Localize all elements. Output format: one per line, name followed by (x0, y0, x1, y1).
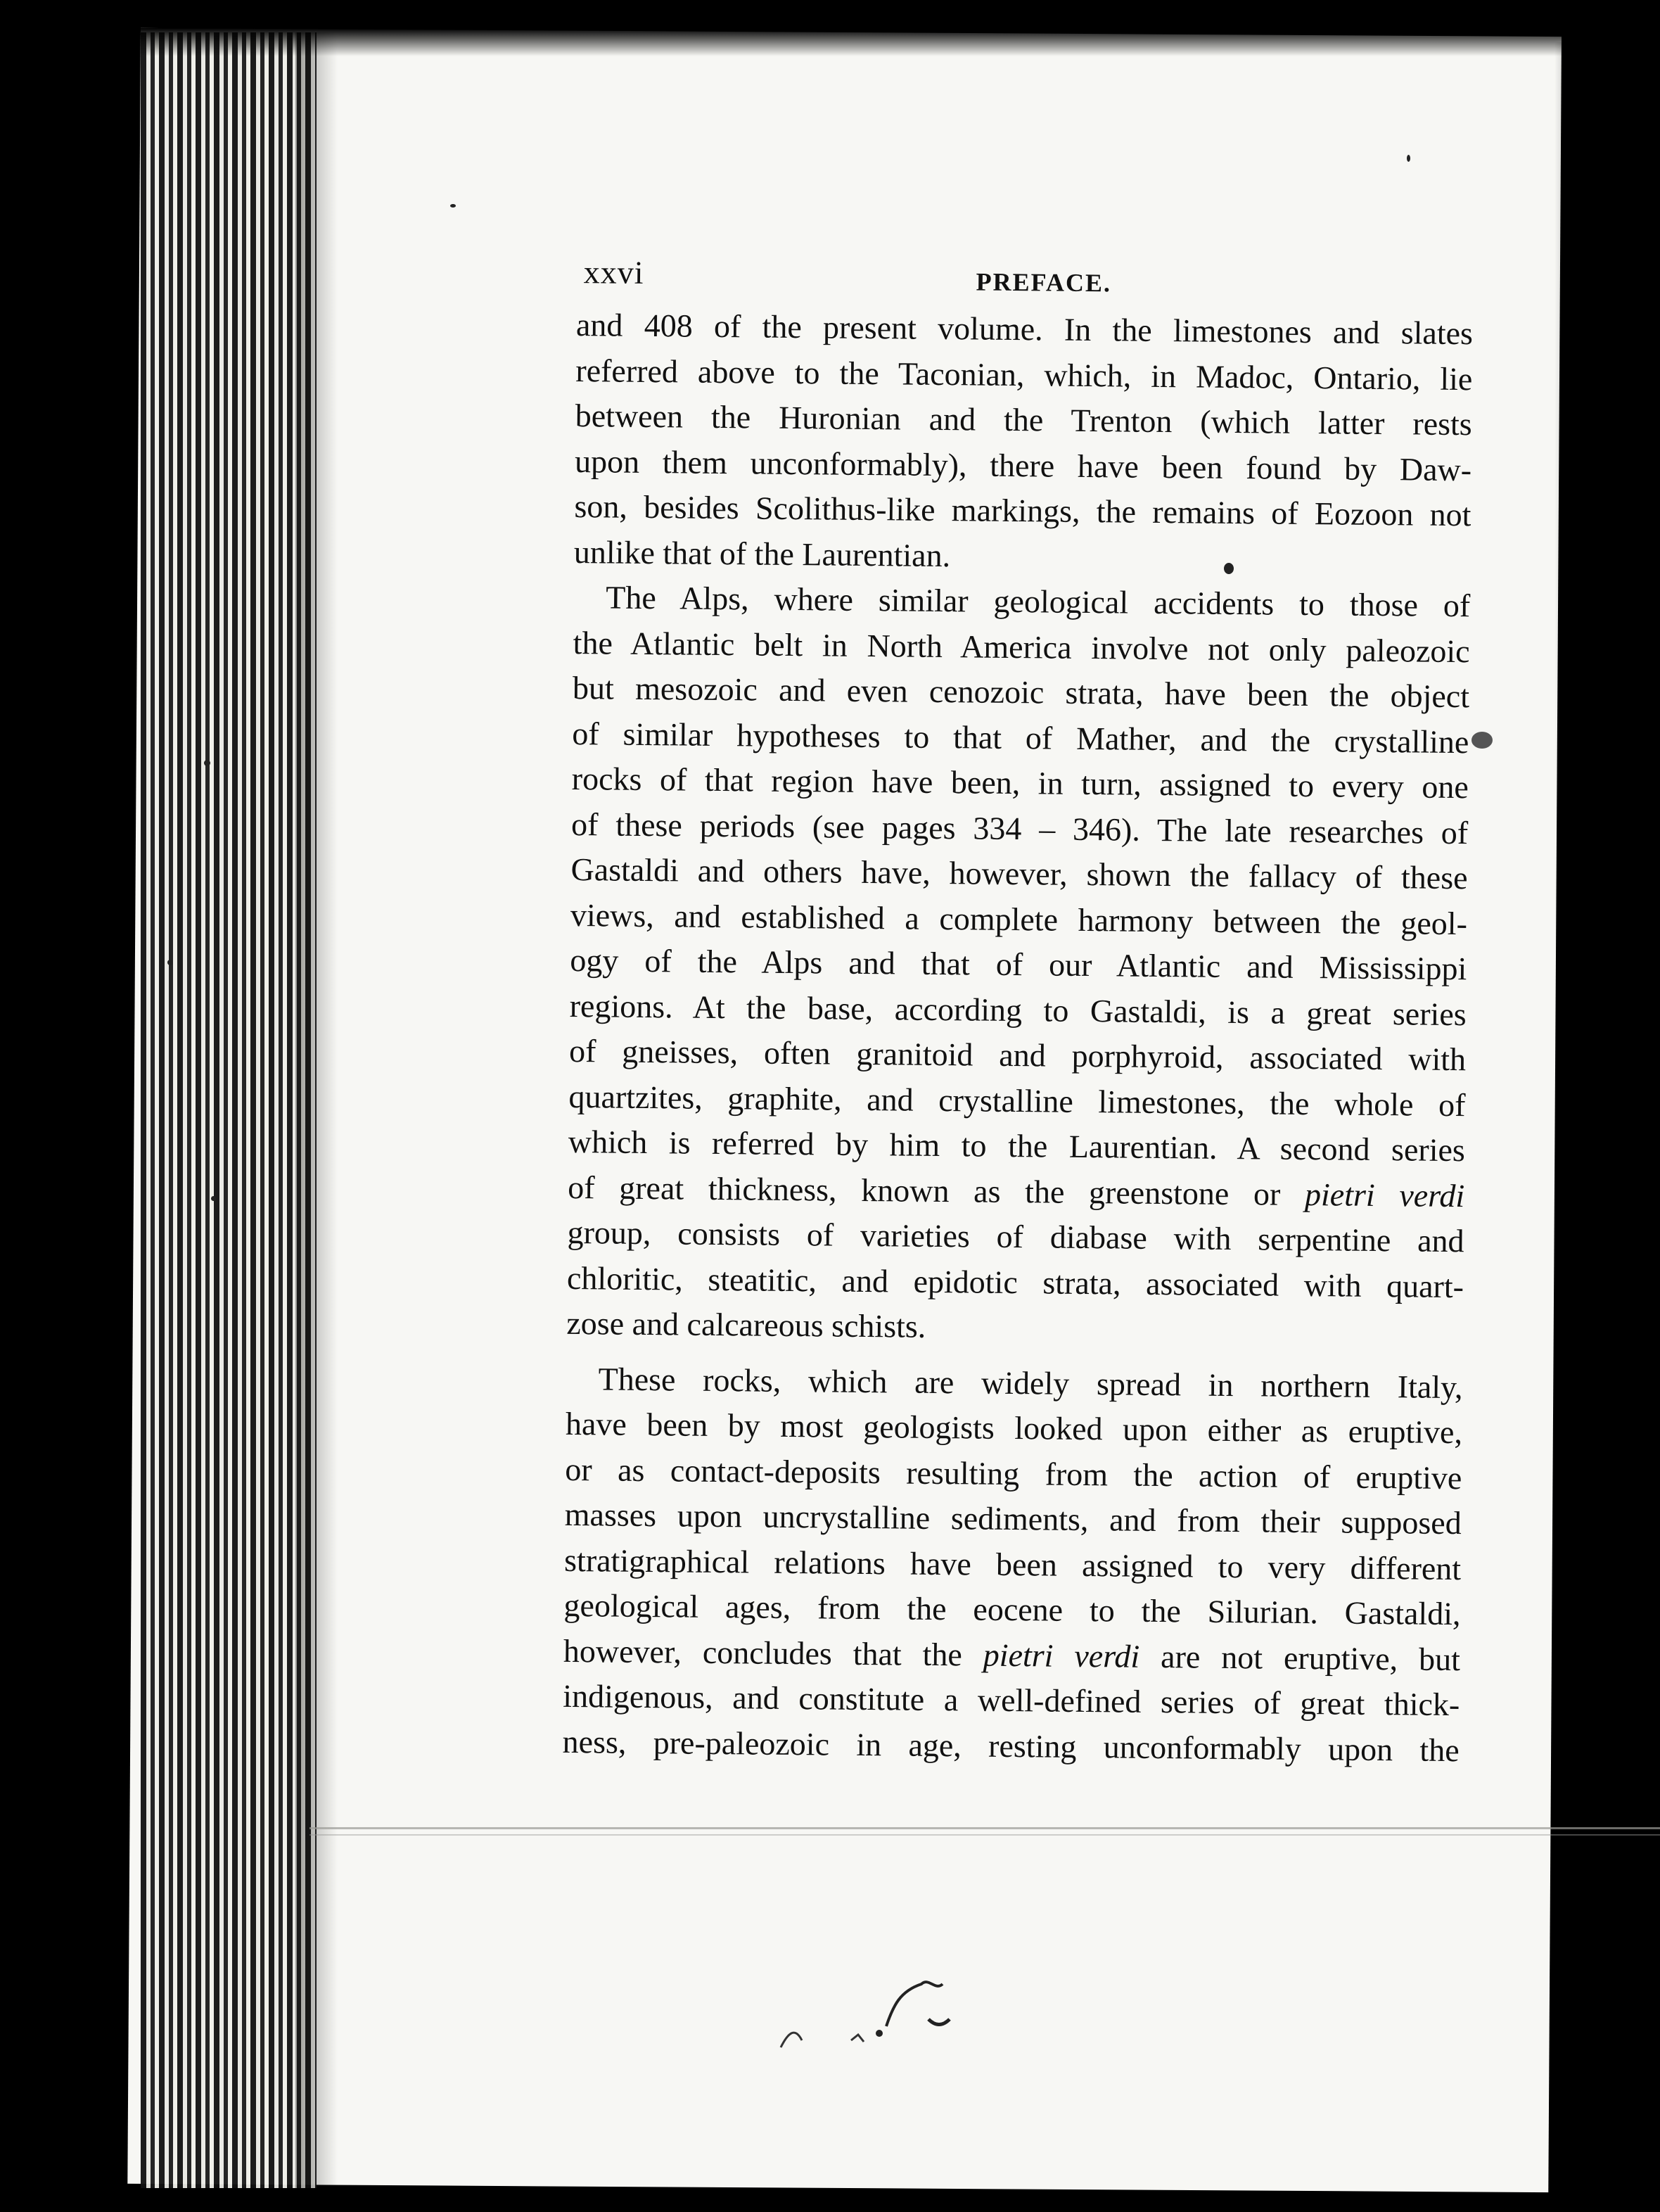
pencil-marks (760, 1963, 1013, 2061)
text-line: views, and established a complete harmony between the geol- (570, 896, 1468, 941)
paragraph (574, 303, 1474, 583)
scan-speck (204, 760, 210, 766)
italic-phrase: pietri verdi (983, 1636, 1140, 1674)
text-segment: however, concludes that the (563, 1632, 963, 1672)
text-line: referred above to the Taconian, which, in Madoc, Ontario, lie (575, 352, 1473, 397)
running-head (576, 253, 1474, 311)
text-line: of gneisses, often granitoid and porphyroid, associated with (568, 1032, 1467, 1078)
page-number: xxvi (583, 254, 644, 291)
italic-phrase: pietri verdi (1304, 1176, 1465, 1214)
text-line: These rocks, which are widely spread in northern Italy, (598, 1360, 1463, 1405)
text-line-with-italic (563, 1628, 1461, 1682)
scan-speck (211, 1196, 216, 1201)
text-line: geological ages, from the eocene to the Silurian. Gastaldi, (563, 1587, 1461, 1632)
scan-speck (167, 960, 173, 965)
fold-line-secondary (309, 1834, 1660, 1836)
page-text-block (562, 253, 1474, 1773)
text-line: quartzites, graphite, and crystalline limestones, the whole of (568, 1078, 1466, 1123)
text-line: upon them unconformably), there have been found by Daw- (574, 443, 1472, 488)
text-line: zose and calcareous schists. (566, 1304, 926, 1345)
text-line: chloritic, steatitic, and epidotic strata, associated with quart- (566, 1259, 1464, 1304)
text-line: masses upon uncrystalline sediments, and from their supposed (564, 1496, 1462, 1542)
text-line: between the Huronian and the Trenton (which latter rests (575, 397, 1472, 443)
scan-speck (450, 204, 456, 208)
text-line: rocks of that region have been, in turn, assigned to every one (571, 760, 1469, 806)
book-binding (141, 32, 317, 2188)
fold-line (309, 1827, 1660, 1829)
text-line: which is referred by him to the Laurentian. A second series (568, 1123, 1466, 1169)
scan-speck (1407, 155, 1410, 162)
text-line: ogy of the Alps and that of our Atlantic and Mississippi (570, 941, 1467, 987)
text-line-with-italic (568, 1164, 1465, 1219)
paragraph (562, 1356, 1463, 1773)
right-edge-shadow (1554, 42, 1660, 2195)
text-line: indigenous, and constitute a well-defined series of great thick- (563, 1677, 1460, 1723)
text-line: and 408 of the present volume. In the limestones and slates (575, 306, 1474, 352)
paragraph (566, 575, 1470, 1355)
text-line: Gastaldi and others have, however, shown the fallacy of these (570, 851, 1468, 896)
text-line: unlike that of the Laurentian. (573, 533, 951, 573)
text-line: have been by most geologists looked upon either as eruptive, (565, 1405, 1463, 1451)
text-line: the Atlantic belt in North America involve not only paleozoic (573, 624, 1470, 669)
text-segment: are not eruptive, but (1160, 1638, 1461, 1677)
binding-shadow (295, 32, 338, 2188)
text-line: ness, pre-paleozoic in age, resting unconformably upon the (562, 1723, 1460, 1768)
text-line: but mesozoic and even cenozoic strata, have been the object (572, 669, 1470, 715)
text-line: of similar hypotheses to that of Mather, and the crystalline (572, 715, 1469, 760)
text-segment: of great thickness, known as the greenstone or (568, 1169, 1281, 1212)
text-line: group, consists of varieties of diabase with serpentine and (567, 1214, 1464, 1259)
scan-speck (1471, 732, 1493, 749)
top-edge-shadow (141, 28, 1576, 56)
text-line: regions. At the base, according to Gastaldi, is a great series (569, 987, 1467, 1032)
text-line: The Alps, where similar geological accidents to those of (606, 579, 1471, 624)
text-line: stratigraphical relations have been assigned to very different (563, 1542, 1462, 1587)
text-line: son, besides Scolithus-like markings, the remains of Eozoon not (574, 488, 1471, 533)
text-line: or as contact-deposits resulting from the action of eruptive (565, 1451, 1462, 1496)
text-line: of these periods (see pages 334 – 346). The late researches of (570, 806, 1469, 851)
running-header-title: PREFACE. (976, 267, 1112, 298)
